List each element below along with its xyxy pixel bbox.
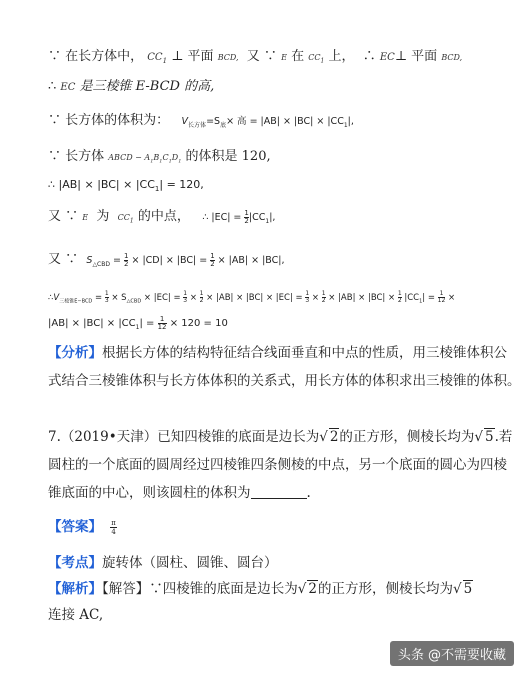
question-7-line-1: 7.（2019•天津）已知四棱锥的底面是边长为√ 2的正方形，侧棱长均为√ 5.若 <box>48 429 513 445</box>
answer-line: 【答案】 $\frac{\pi}{4}$ <box>48 519 116 536</box>
analysis-line-1: 【分析】根据长方体的结构特征结合线面垂直和中点的性质，用三棱锥体积公 <box>48 345 507 361</box>
line-8: $\therefore V_{三棱锥E-BCD}$ = $\frac{1}{3}$ × $S_{\triangle CBD} \times |EC|$ = $\frac{1}{3}$ × $\frac{1}{2}$ × |AB| × |BC| × |EC| = $\frac{1}{3}$ × $\frac{1}{2}$ × |AB| × |BC| × $\frac{1}{2}$ $|CC_1|$ = $\frac{1}{12}$ × <box>48 290 456 305</box>
line-7: 又 ∵ $S_{\triangle CBD}$ = $\frac{1}{2}$ × |CD| × |BC| = $\frac{1}{2}$ × |AB| × |BC|, <box>48 252 285 268</box>
text: ∵ 在长方体中， <box>48 49 144 64</box>
analysis-line-2: 式结合三棱锥体积与长方体体积的关系式，用长方体的体积求出三棱锥的体积。 <box>48 373 521 389</box>
jiexi-line: 【解析】【解答】∵四棱锥的底面是边长为√ 2的正方形，侧棱长均为√ 5 <box>48 581 473 597</box>
question-7-line-3: 锥底面的中心，则该圆柱的体积为 . <box>48 485 311 501</box>
line-4: ∵ 长方体 ABCD − $A_1B_1C_1D_1$ 的体积是 120, <box>48 149 271 165</box>
line-1: ∵ 在长方体中， $CC_1$ ⊥ 平面 BCD, 又 ∵ E 在 $CC_1$ 上， ∴ EC⊥ 平面 BCD, <box>48 49 463 65</box>
answer-blank <box>251 486 307 499</box>
line-2: ∴ EC 是三棱锥 E-BCD 的高, <box>48 79 215 94</box>
line-5: ∴ $|AB| \times |BC| \times |CC_1| = 120$, <box>48 178 204 194</box>
line-6: 又 ∵ E 为 $CC_1$ 的中点， ∴ |EC| = $\frac{1}{2}$ $|CC_1|$, <box>48 209 276 225</box>
line-9: $|AB| \times |BC| \times |CC_1|$ = $\frac{1}{12}$ × 120 = 10 <box>48 314 228 331</box>
last-line: 连接 AC, <box>48 607 104 623</box>
line-3: ∵ 长方体的体积为： $V_{长方体}=S_底\times$ 高 = $|AB| \times |BC| \times |CC_1|$, <box>48 113 354 129</box>
kaodian-line: 【考点】旋转体（圆柱、圆锥、圆台） <box>48 555 278 571</box>
watermark: 头条 @不需要收藏 <box>390 641 514 666</box>
question-7-line-2: 圆柱的一个底面的圆周经过四棱锥四条侧棱的中点，另一个底面的圆心为四棱 <box>48 457 507 473</box>
